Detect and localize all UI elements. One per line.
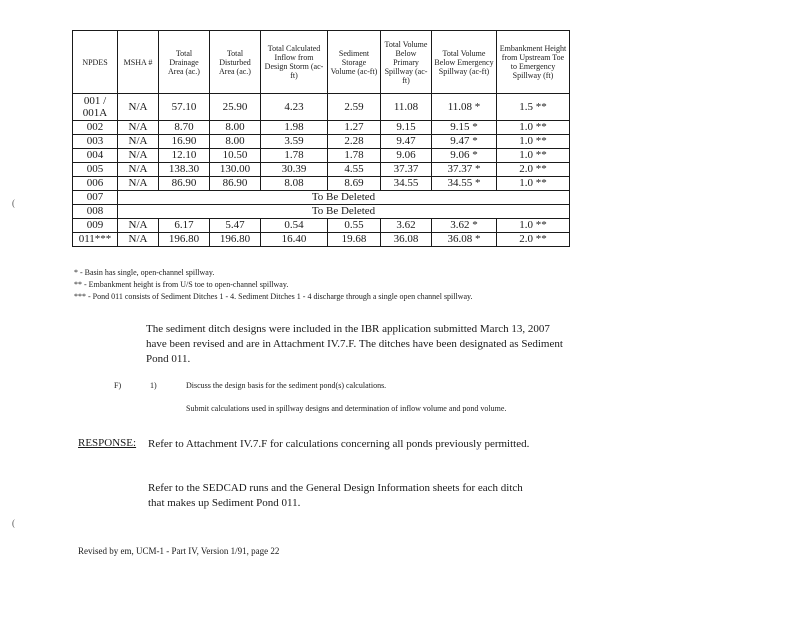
table-cell: 0.55 xyxy=(328,219,381,233)
table-cell: 4.55 xyxy=(328,163,381,177)
table-cell: 1.78 xyxy=(328,149,381,163)
header-embankment-height: Embankment Height from Upstream Toe to Emergency Spillway (ft) xyxy=(497,31,570,94)
item-text: Discuss the design basis for the sediment pond(s) calculations. xyxy=(186,381,387,390)
table-cell: N/A xyxy=(118,135,159,149)
header-emergency-spillway: Total Volume Below Emergency Spillway (ac-ft) xyxy=(432,31,497,94)
table-cell: 9.15 xyxy=(381,121,432,135)
table-cell: 2.59 xyxy=(328,94,381,121)
table-cell: 196.80 xyxy=(159,233,210,247)
table-cell: 003 xyxy=(73,135,118,149)
table-cell: 009 xyxy=(73,219,118,233)
sediment-pond-table xyxy=(72,30,570,247)
item-number: 1) xyxy=(150,381,157,390)
table-cell: 2.28 xyxy=(328,135,381,149)
table-cell: 007 xyxy=(73,191,118,205)
table-row-deleted xyxy=(73,205,570,219)
table-row xyxy=(73,135,570,149)
response-text-1: Refer to Attachment IV.7.F for calculations concerning all ponds previously permitted. xyxy=(148,438,530,450)
table-row xyxy=(73,163,570,177)
table-cell: 25.90 xyxy=(210,94,261,121)
binder-mark: ( xyxy=(12,198,15,208)
table-cell: 130.00 xyxy=(210,163,261,177)
table-cell: 1.0 ** xyxy=(497,135,570,149)
table-cell: 16.90 xyxy=(159,135,210,149)
table-header-row xyxy=(73,31,570,94)
item-letter: F) xyxy=(114,381,122,390)
table-cell: 12.10 xyxy=(159,149,210,163)
table-cell: 8.00 xyxy=(210,135,261,149)
item-subtext: Submit calculations used in spillway designs and determination of inflow volume and pond volume. xyxy=(186,404,507,413)
table-cell: 8.69 xyxy=(328,177,381,191)
table-cell: 1.0 ** xyxy=(497,121,570,135)
footnote-embankment-height: ** - Embankment height is from U/S toe to open-channel spillway. xyxy=(74,280,289,289)
table-row xyxy=(73,94,570,121)
table-cell: 30.39 xyxy=(261,163,328,177)
table-cell: 9.06 xyxy=(381,149,432,163)
table-cell: 36.08 * xyxy=(432,233,497,247)
table-cell: 3.62 xyxy=(381,219,432,233)
header-drainage-area: Total Drainage Area (ac.) xyxy=(159,31,210,94)
table-cell: 19.68 xyxy=(328,233,381,247)
table-cell: 1.5 ** xyxy=(497,94,570,121)
table-cell: 34.55 * xyxy=(432,177,497,191)
header-msha: MSHA # xyxy=(118,31,159,94)
table-cell: 8.00 xyxy=(210,121,261,135)
header-npdes: NPDES xyxy=(73,31,118,94)
binder-mark: ( xyxy=(12,518,15,528)
table-cell: N/A xyxy=(118,121,159,135)
table-cell: 9.47 xyxy=(381,135,432,149)
table-cell: 37.37 * xyxy=(432,163,497,177)
response-text-2: Refer to the SEDCAD runs and the General Design Information sheets for each ditch that makes up Sediment Pond 011. xyxy=(148,482,523,509)
deleted-note: To Be Deleted xyxy=(118,205,570,219)
table-cell: 8.08 xyxy=(261,177,328,191)
table-cell: 1.78 xyxy=(261,149,328,163)
table-row xyxy=(73,219,570,233)
table-row xyxy=(73,177,570,191)
table-cell: 006 xyxy=(73,177,118,191)
table-cell: 6.17 xyxy=(159,219,210,233)
table-cell: 3.62 * xyxy=(432,219,497,233)
page-footer: Revised by em, UCM-1 - Part IV, Version 1/91, page 22 xyxy=(78,546,280,556)
table-cell: 001 / 001A xyxy=(73,94,118,121)
table-cell: 34.55 xyxy=(381,177,432,191)
table-cell: 9.47 * xyxy=(432,135,497,149)
header-sediment-storage: Sediment Storage Volume (ac-ft) xyxy=(328,31,381,94)
table-row xyxy=(73,233,570,247)
table-cell: 9.06 * xyxy=(432,149,497,163)
table-cell: 008 xyxy=(73,205,118,219)
table-cell: 11.08 xyxy=(381,94,432,121)
table-cell: 11.08 * xyxy=(432,94,497,121)
table-cell: 37.37 xyxy=(381,163,432,177)
table-row-deleted xyxy=(73,191,570,205)
footnote-pond-011: *** - Pond 011 consists of Sediment Ditches 1 - 4. Sediment Ditches 1 - 4 discharge through a single open channel spillway. xyxy=(74,292,473,301)
deleted-note: To Be Deleted xyxy=(118,191,570,205)
table-cell: 3.59 xyxy=(261,135,328,149)
table-cell: N/A xyxy=(118,233,159,247)
table-cell: 1.0 ** xyxy=(497,177,570,191)
table-cell: N/A xyxy=(118,219,159,233)
table-cell: 86.90 xyxy=(210,177,261,191)
sediment-ditch-paragraph: The sediment ditch designs were included in the IBR application submitted March 13, 2007 have been revised and are in Attachment IV.7.F. The ditches have been designated as Sediment Pond 011. xyxy=(146,323,563,365)
table-cell: 2.0 ** xyxy=(497,163,570,177)
table-cell: 16.40 xyxy=(261,233,328,247)
table-cell: N/A xyxy=(118,94,159,121)
table-cell: 9.15 * xyxy=(432,121,497,135)
header-inflow: Total Calculated Inflow from Design Storm (ac-ft) xyxy=(261,31,328,94)
table-cell: 36.08 xyxy=(381,233,432,247)
table-cell: 2.0 ** xyxy=(497,233,570,247)
table-cell: 10.50 xyxy=(210,149,261,163)
table-cell: N/A xyxy=(118,163,159,177)
table-cell: 002 xyxy=(73,121,118,135)
table-cell: 005 xyxy=(73,163,118,177)
table-cell: 5.47 xyxy=(210,219,261,233)
table-cell: 196.80 xyxy=(210,233,261,247)
table-cell: N/A xyxy=(118,177,159,191)
table-cell: 1.27 xyxy=(328,121,381,135)
table-cell: 004 xyxy=(73,149,118,163)
header-disturbed-area: Total Disturbed Area (ac.) xyxy=(210,31,261,94)
table-cell: 4.23 xyxy=(261,94,328,121)
table-row xyxy=(73,149,570,163)
table-cell: 1.0 ** xyxy=(497,219,570,233)
table-cell: 0.54 xyxy=(261,219,328,233)
table-cell: 8.70 xyxy=(159,121,210,135)
table-row xyxy=(73,121,570,135)
table-cell: 011*** xyxy=(73,233,118,247)
footnote-single-spillway: * - Basin has single, open-channel spillway. xyxy=(74,268,215,277)
table-cell: 86.90 xyxy=(159,177,210,191)
table-cell: N/A xyxy=(118,149,159,163)
header-primary-spillway: Total Volume Below Primary Spillway (ac-ft) xyxy=(381,31,432,94)
table-cell: 57.10 xyxy=(159,94,210,121)
table-cell: 138.30 xyxy=(159,163,210,177)
response-label: RESPONSE: xyxy=(78,437,137,449)
table-cell: 1.0 ** xyxy=(497,149,570,163)
table-cell: 1.98 xyxy=(261,121,328,135)
